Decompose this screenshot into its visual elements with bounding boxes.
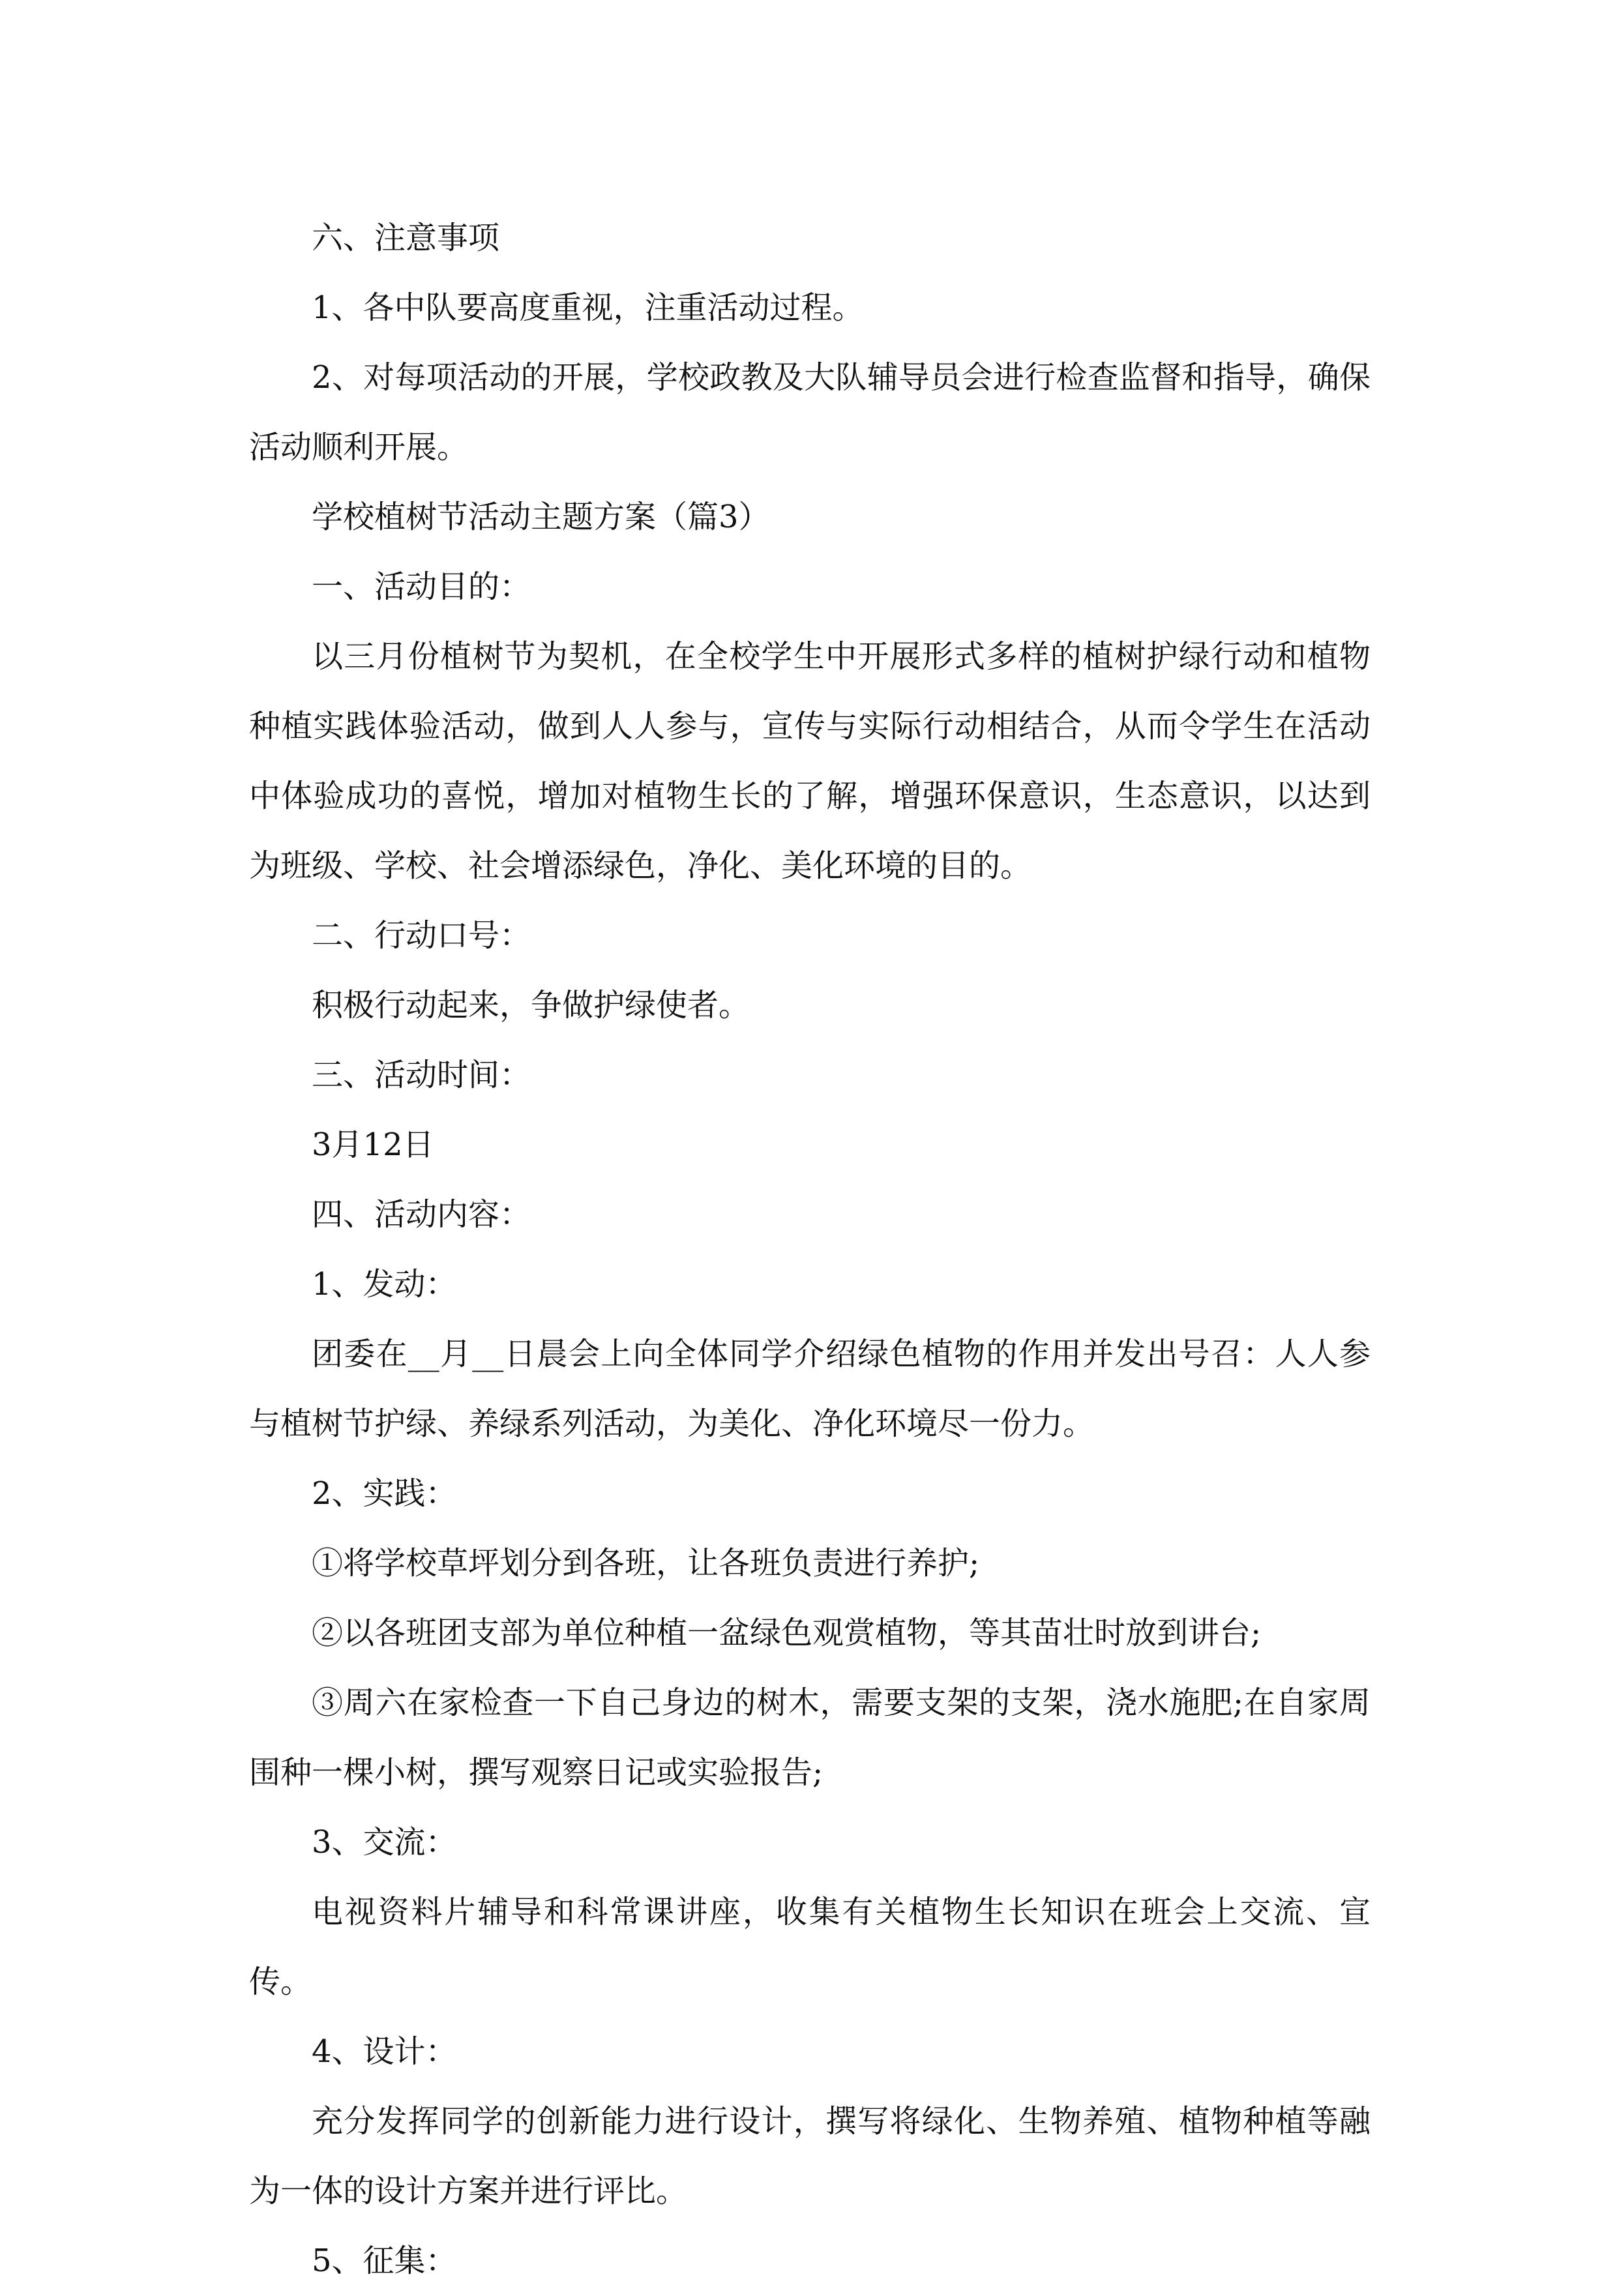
mobilize-paragraph: 团委在__月__日晨会上向全体同学介绍绿色植物的作用并发出号召：人人参与植树节护绿、养绿系列活动，为美化、净化环境尽一份力。 [249, 1336, 1371, 1442]
content-item-practice: 2、实践： [312, 1475, 457, 1512]
content-item-exchange: 3、交流： [312, 1824, 457, 1861]
practice-item-1: ①将学校草坪划分到各班，让各班负责进行养护; [312, 1545, 980, 1582]
purpose-paragraph: 以三月份植树节为契机，在全校学生中开展形式多样的植树护绿行动和植物种植实践体验活动，做到人人参与，宣传与实际行动相结合，从而令学生在活动中体验成功的喜悦，增加对植物生长的了解，增强环保意识，生态意识，以达到为班级、学校、社会增添绿色，净化、美化环境的目的。 [249, 638, 1371, 884]
practice-item-2: ②以各班团支部为单位种植一盆绿色观赏植物，等其苗壮时放到讲台; [312, 1615, 1262, 1651]
section-heading-content: 四、活动内容： [312, 1196, 531, 1233]
activity-date: 3月12日 [312, 1126, 434, 1163]
exchange-paragraph: 电视资料片辅导和科常课讲座，收集有关植物生长知识在班会上交流、宣传。 [249, 1894, 1371, 2000]
section-heading-precautions: 六、注意事项 [312, 220, 500, 256]
practice-item-3: ③周六在家检查一下自己身边的树木，需要支架的支架，浇水施肥;在自家周围种一棵小树，撰写观察日记或实验报告; [249, 1685, 1371, 1791]
design-paragraph: 充分发挥同学的创新能力进行设计，撰写将绿化、生物养殖、植物种植等融为一体的设计方案并进行评比。 [249, 2103, 1371, 2209]
content-item-design: 4、设计： [312, 2033, 457, 2070]
section-heading-slogan: 二、行动口号： [312, 917, 531, 954]
slogan-text: 积极行动起来，争做护绿使者。 [312, 987, 750, 1023]
content-item-mobilize: 1、发动： [312, 1266, 457, 1303]
section-heading-purpose: 一、活动目的： [312, 568, 531, 605]
precaution-item-1: 1、各中队要高度重视，注重活动过程。 [312, 289, 864, 326]
content-item-collect: 5、征集： [312, 2243, 457, 2279]
section-heading-time: 三、活动时间： [312, 1057, 531, 1093]
precaution-item-2: 2、对每项活动的开展，学校政教及大队辅导员会进行检查监督和指导，确保活动顺利开展。 [249, 359, 1371, 465]
document-body [249, 203, 1371, 2296]
plan-title: 学校植树节活动主题方案（篇3） [312, 499, 770, 535]
